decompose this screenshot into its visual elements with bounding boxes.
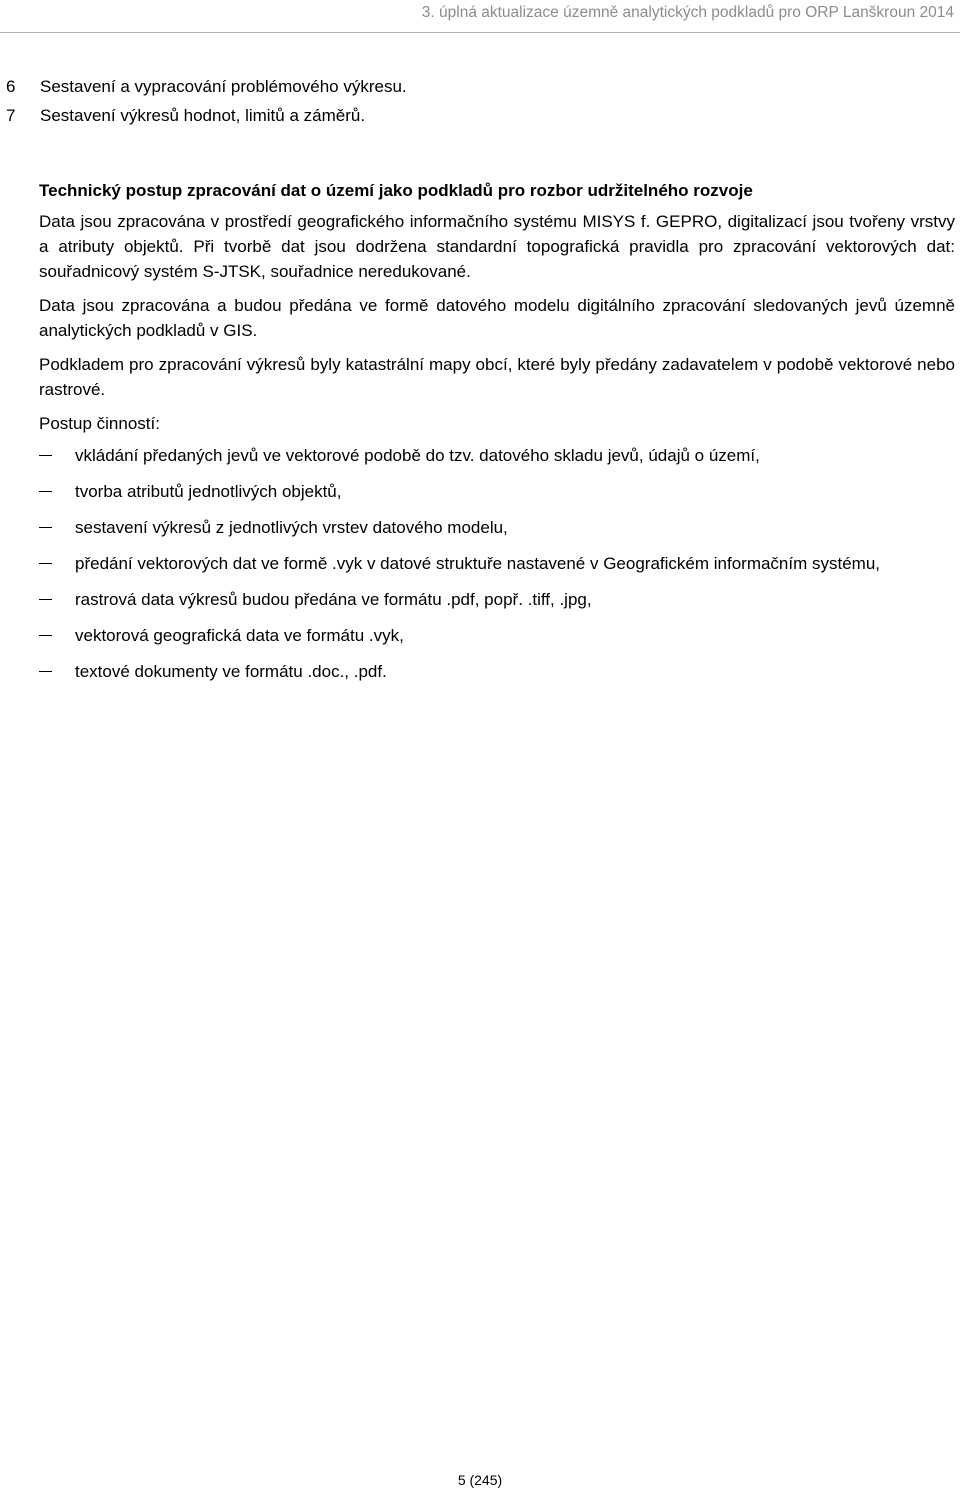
main-content	[39, 178, 955, 695]
list-item	[39, 623, 955, 648]
dash-bullet-icon	[39, 671, 52, 672]
bullet-text: rastrová data výkresů budou předána ve formátu .pdf, popř. .tiff, .jpg,	[75, 590, 592, 609]
procedure-label: Postup činností:	[39, 414, 160, 433]
list-item	[39, 587, 955, 612]
list-item	[6, 72, 946, 101]
list-item-text: Sestavení a vypracování problémového výkresu.	[40, 77, 407, 96]
paragraph: Data jsou zpracována v prostředí geografického informačního systému MISYS f. GEPRO, digitalizací jsou tvořeny vrstvy a atributy objektů. Při tvorbě dat jsou dodržena standardní topografická pravidla pro zpracování vektorových dat: souřadnicový systém S-JTSK, souřadnice neredukované.	[39, 212, 955, 281]
paragraph: Podkladem pro zpracování výkresů byly katastrální mapy obcí, které byly předány zadavatelem v podobě vektorové nebo rastrové.	[39, 355, 955, 399]
bullet-text: sestavení výkresů z jednotlivých vrstev datového modelu,	[75, 518, 508, 537]
paragraph: Data jsou zpracována a budou předána ve formě datového modelu digitálního zpracování sledovaných jevů územně analytických podkladů v GIS.	[39, 296, 955, 340]
bullet-list	[39, 443, 955, 684]
running-header: 3. úplná aktualizace územně analytických podkladů pro ORP Lanškroun 2014	[421, 4, 954, 21]
list-item	[39, 479, 955, 504]
list-item	[39, 515, 955, 540]
list-item	[6, 101, 946, 130]
dash-bullet-icon	[39, 599, 52, 600]
list-item	[39, 551, 955, 576]
page-number: 5 (245)	[457, 1472, 503, 1488]
dash-bullet-icon	[39, 455, 52, 456]
section-title: Technický postup zpracování dat o území jako podkladů pro rozbor udržitelného rozvoje	[39, 181, 753, 200]
list-item-text: Sestavení výkresů hodnot, limitů a záměrů.	[40, 106, 366, 125]
list-item	[39, 659, 955, 684]
bullet-text: textové dokumenty ve formátu .doc., .pdf.	[75, 662, 387, 681]
bullet-text: předání vektorových dat ve formě .vyk v datové struktuře nastavené v Geografickém informačním systému,	[75, 554, 881, 573]
dash-bullet-icon	[39, 491, 52, 492]
header-rule	[0, 32, 960, 33]
bullet-text: tvorba atributů jednotlivých objektů,	[75, 482, 342, 501]
bullet-text: vkládání předaných jevů ve vektorové podobě do tzv. datového skladu jevů, údajů o území,	[75, 446, 760, 465]
dash-bullet-icon	[39, 563, 52, 564]
list-item	[39, 443, 955, 468]
numbered-list	[6, 72, 946, 130]
bullet-text: vektorová geografická data ve formátu .vyk,	[75, 626, 404, 645]
list-item-number: 7	[6, 106, 16, 125]
list-item-number: 6	[6, 77, 16, 96]
dash-bullet-icon	[39, 527, 52, 528]
dash-bullet-icon	[39, 635, 52, 636]
